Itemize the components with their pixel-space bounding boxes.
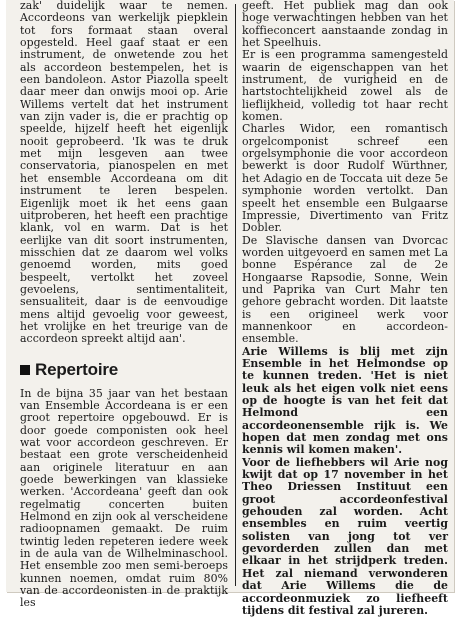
bold-paragraph-1: Arie Willems is blij met zijn Ensemble in het Helmondse op te kunnen treden. 'Het is niet leuk als het eigen volk niet eens op de hoogte is van het feit dat Helmond een accordeonensemble rijk is. We hopen dat men zondag met ons kennis wil komen maken'.: [242, 344, 448, 457]
section-heading: [20, 360, 228, 380]
paragraph-3: Charles Widor, een romantisch orgelcomponist schreef een orgelsymphonie die voor accordeon bewerkt is door Rudolf Würthner, het Adagio en de Toccata uit deze 5e symphonie worden vertolkt. Dan speelt het ensemble een Bulgaarse Impressie, Divertimento van Fritz Dobler.: [242, 122, 448, 235]
bold-paragraph-2: Voor de liefhebbers wil Arie nog kwijt dat op 17 november in het Theo Driessen Instituut een groot accordeonfestival gehouden zal worden. Acht ensembles en ruim veertig solisten van jong tot ver gevorderden zullen dan met elkaar in het strijdperk treden. Het zal niemand verwonderen dat Arie Willems die de accordeonmuziek zo liefheeft tijdens dit festival zal jureren.: [242, 455, 448, 617]
square-bullet-icon: [20, 365, 30, 375]
column-divider: [235, 4, 236, 586]
left-column: [20, 0, 228, 610]
section-heading-text: Repertoire: [35, 359, 119, 379]
repertoire-paragraph: In de bijna 35 jaar van het bestaan van Ensemble Accordeana is er een groot repertoire opgebouwd. Er is door goede componisten ook heel wat voor accordeon geschreven. Er bestaat een grote verscheidenheid aan originele literatuur en aan goede bewerkingen van klassieke werken. 'Accordeana' geeft dan ook regelmatig concerten buiten Helmond en zijn ook al verscheidene radioopnamen gemaakt. De ruim twintig leden repeteren iedere week in de aula van de Wilhelminaschool. Het ensemble zoo men semi-beroeps kunnen noemen, omdat ruim 80% van de accordeonisten in de praktijk les: [20, 386, 228, 610]
paragraph-2: Er is een programma samengesteld waarin de eigenschappen van het instrument, de vurigheid en de hartstochtelijkheid zowel als de lieflijkheid, volledig tot haar recht komen.: [242, 48, 448, 124]
paragraph-4: De Slavische dansen van Dvorcac worden uitgevoerd en samen met La bonne Espérance zal de 2e Hongaarse Rapsodie, Sonne, Wein und Paprika van Curt Mahr ten gehore gebracht worden. Dit laatste is een origineel werk voor mannenkoor en accordeon-ensemble.: [242, 233, 448, 346]
right-column: [242, 0, 448, 617]
newspaper-clipping: [6, 0, 454, 617]
paragraph-1: geeft. Het publiek mag dan ook hoge verwachtingen hebben van het koffieconcert aanstaande zondag in het Speelhuis.: [242, 0, 448, 50]
intro-paragraph: zak' duidelijk waar te nemen. Accordeons van werkelijk piepklein tot fors formaat staan overal opgesteld. Heel gaaf staat er een instrument, de onwetende zou het als accordeon bestempelen, het is een bandoleon. Astor Piazolla speelt daar meer dan onwijs mooi op. Arie Willems vertelt dat het instrument van zijn vader is, die er prachtig op speelde, hijzelf heeft het eigenlijk nooit geprobeerd. 'Ik was te druk met mijn lesgeven aan twee conservatoria, pianospelen en met het ensemble Accordeana om dit instrument te leren bespelen. Eigenlijk moet ik het eens gaan uitproberen, het heeft een prachtige klank, vol en warm. Dat is het eerlijke van dit soort instrumenten, misschien dat ze daarom wel volks genoemd worden, mits goed bespeelt, vertolkt het zoveel gevoelens, sentimentaliteit, sensualiteit, daar is de eenvoudige mens altijd gevoelig voor geweest, het vrolijke en het treurige van de accordeon spreekt altijd aan'.: [20, 0, 228, 346]
